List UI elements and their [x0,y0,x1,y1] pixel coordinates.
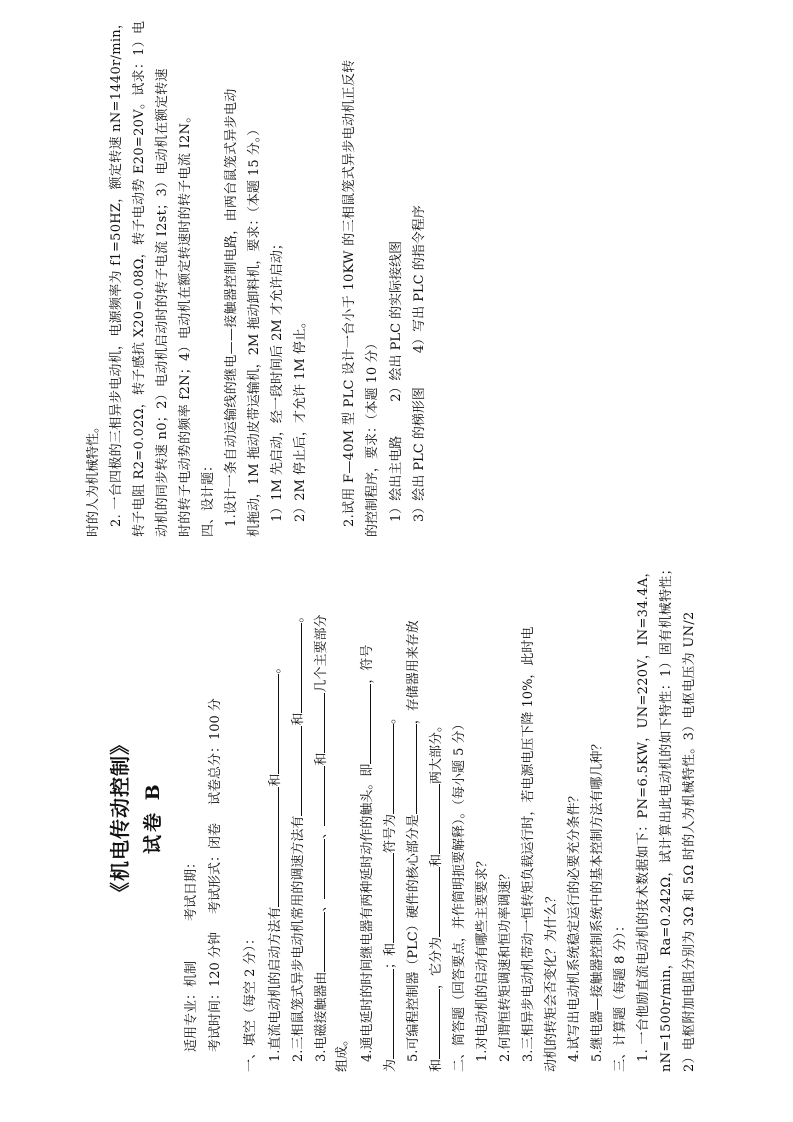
s2-question-5: 5.继电器—接触器控制系统中的基本控制方法有哪几种？ [590,737,605,1062]
s1-question-5-cont: 和，它分为和两大部分。 [429,718,444,1072]
answer-blank[interactable] [427,867,440,937]
answer-blank[interactable] [289,726,302,816]
s4-requirement-row-1: 1）绘出主电路2）绘出 PLC 的实际接线图 [389,240,404,522]
section3-heading: 三、计算题（每题 8 分）： [613,918,628,1072]
s3-question-1-line3: 2）电枢附加电阻分别为 3Ω 和 5Ω 时的人为机械特性。3）电枢电压为 UN/2 [682,611,697,1072]
answer-blank[interactable] [427,989,440,1059]
s1-question-3: 3.电磁接触器由、、和几个主要部分 [314,614,329,1062]
section2-heading: 二、简答题（回答要点，并作简明扼要解释）。（每小题 5 分） [452,717,467,1072]
answer-blank[interactable] [312,839,325,899]
s1-question-3-cont: 组成。 [335,1032,350,1072]
exam-meta-row-2 [208,698,224,1052]
s3-question-2-line4: 时的转子电动势的频率 f2N；4）电动机在额定转速时的转子电流 I2N。 [178,109,193,537]
section1-heading: 一、填空（每空 2 分）： [243,931,258,1072]
s1-question-1: 1.直流电动机的启动方法有和。 [268,660,283,1062]
s4-question-1-line1: 1.设计一条自动运输线的继电——接触器控制电路，由两台鼠笼式异步电动 [224,88,239,527]
answer-blank[interactable] [381,969,394,1059]
s3-question-1-line2: nN=1500r/min，Ra=0.242Ω，试计算出此电动机的如下特性：1）固有机械特性； [659,562,674,1072]
s2-question-4: 4.试写出电动机系统稳定运行的必要充分条件？ [567,789,582,1062]
answer-blank[interactable] [289,623,302,713]
form-label: 考试形式：闭卷 [208,823,223,915]
answer-blank[interactable] [312,766,325,826]
s2-question-3-cont: 动机的转矩会否变化？为什么？ [544,889,559,1072]
exam-date-label: 考试日期： [184,855,199,921]
answer-blank[interactable] [312,693,325,753]
s4-question-2-line1: 2.试用 F—40M 型 PLC 设计一台小于 10KW 的三相鼠笼式异步电动机正反转 [342,59,357,527]
s4-question-1-line2: 机拖动，1M 拖动皮带运输机，2M 拖动卸料机，要求：（本题 15 分。） [247,122,262,537]
s4-requirement-2: 2）2M 停止后，才允许 1M 停止。 [293,315,308,522]
s3-question-1-line4: 时的人为机械特性。 [86,419,101,537]
answer-blank[interactable] [427,784,440,854]
s4-requirement-1: 1）1M 先启动，经一段时间后 2M 才允许启动； [270,237,285,522]
exam-subtitle: 试卷 B [142,781,164,854]
s1-question-2: 2.三相鼠笼式异步电动机常用的调速方法有和。 [291,609,306,1062]
answer-blank[interactable] [266,787,279,907]
s4-question-2-line2: 的控制程序，要求：（本题 10 分） [365,336,380,537]
answer-blank[interactable] [381,853,394,943]
s2-question-2: 2.何谓恒转矩调速和恒功率调速？ [498,867,513,1062]
s1-question-4: 4.通电延时的时间继电器有两种延时动作的触头。即，符号 [360,644,375,1062]
exam-meta-row-1 [184,856,200,1052]
s4-requirement-row-2: 3）绘出 PLC 的梯形图4）写出 PLC 的指令程序 [412,205,427,522]
s3-question-2-line3: 动机的同步转速 n0；2）电动机启动时的转子电流 I2st；3）电动机在额定转速 [155,68,170,537]
s2-question-3: 3.三相异步电动机带动一恒转矩负载运行时，若电源电压下降 10%，此时电 [521,626,536,1062]
answer-blank[interactable] [381,724,394,814]
major-label: 适用专业：机制 [184,960,199,1052]
right-column [0,15,793,547]
answer-blank[interactable] [358,684,371,764]
s1-question-4-cont: 为；和符号为。 [383,710,398,1072]
answer-blank[interactable] [266,674,279,774]
answer-blank[interactable] [404,724,417,814]
answer-blank[interactable] [312,912,325,972]
s1-question-5: 5.可编程控制器（PLC）硬件的核心部分是，存储器用来存放 [406,620,421,1062]
s3-question-2-line1: 2. 一台四极的三相异步电动机，电源频率为 f1=50HZ，额定转速 nN=1440r/min， [109,15,124,527]
section4-heading: 四、设计题： [201,458,216,537]
total-label: 试卷总分：100 分 [208,698,223,806]
exam-title: 《机电传动控制》 [108,734,132,902]
duration-label: 考试时间：120 分钟 [208,932,223,1052]
s3-question-1-line1: 1. 一台他励直流电动机的技术数据如下：PN=6.5KW，UN=220V，IN=34.4A， [636,564,651,1062]
s2-question-1: 1.对电动机的启动有哪些主要要求？ [475,854,490,1062]
left-column [0,562,793,1082]
s3-question-2-line2: 转子电阻 R2=0.02Ω，转子感抗 X20=0.08Ω，转子电动势 E20=20V。试求：1）电 [132,20,147,537]
